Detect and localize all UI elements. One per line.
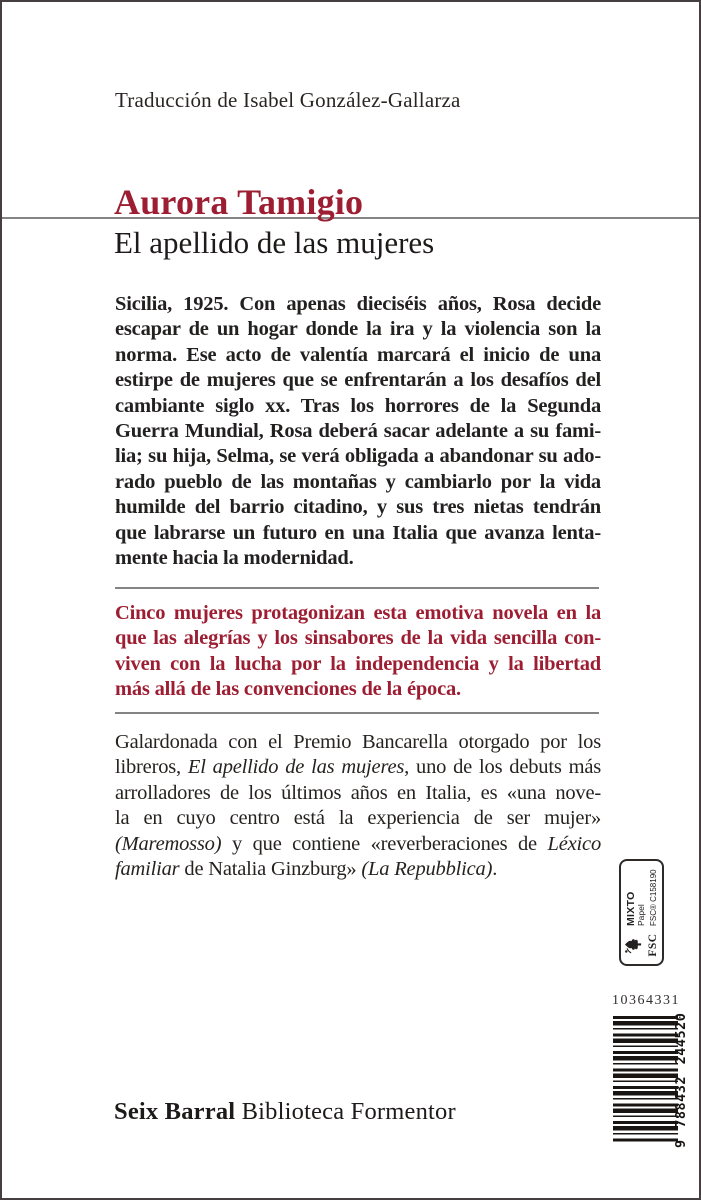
text-line: viven con la lucha por la independencia y la libertad bbox=[115, 652, 601, 675]
fsc-wordmark: FSC bbox=[646, 933, 659, 957]
fsc-type: MIXTO bbox=[624, 891, 637, 926]
text-line: arrolladores de los últimos años en Italia, es «una nove- bbox=[115, 781, 601, 804]
barcode-number: 9 788432 244520 bbox=[673, 1012, 689, 1148]
translator-credit: Traducción de Isabel González-Gallarza bbox=[115, 88, 461, 112]
fsc-material: Papel bbox=[635, 904, 646, 926]
text-line: mente hacia la modernidad. bbox=[115, 547, 354, 570]
fsc-certification-label bbox=[619, 859, 664, 966]
imprint-line bbox=[114, 1098, 456, 1126]
fsc-license: FSC® C158190 bbox=[648, 869, 658, 926]
highlight-paragraph bbox=[115, 601, 601, 703]
text-line: escapar de un hogar donde la ira y la violencia son la bbox=[115, 318, 601, 341]
text-line: que labrarse un futuro en una Italia que avanza lenta- bbox=[115, 521, 601, 544]
divider-rule-middle-bottom bbox=[115, 712, 599, 714]
text-line: Guerra Mundial, Rosa deberá sacar adelante a su fami- bbox=[115, 420, 601, 443]
text-line: Galardonada con el Premio Bancarella otorgado por los bbox=[115, 731, 601, 753]
text-line: más allá de las convenciones de la época. bbox=[115, 678, 461, 701]
imprint-publisher: Seix Barral bbox=[114, 1098, 236, 1125]
book-title: El apellido de las mujeres bbox=[114, 225, 435, 260]
fsc-label-box bbox=[619, 859, 664, 966]
text-line: (Maremosso) y que contiene «reverberaciones de Léxico bbox=[115, 832, 601, 855]
text-line: cambiante siglo xx. Tras los horrores de la Segunda bbox=[115, 394, 601, 417]
product-code: 10364331 bbox=[612, 993, 680, 1008]
praise-paragraph bbox=[115, 730, 601, 882]
text-line: libreros, El apellido de las mujeres, uno de los debuts más bbox=[115, 756, 601, 779]
fsc-logo bbox=[624, 931, 660, 959]
imprint-collection: Biblioteca Formentor bbox=[235, 1098, 456, 1125]
text-line: la en cuyo centro está la experiencia de ser mujer» bbox=[115, 807, 601, 830]
barcode-number-wrap bbox=[673, 1014, 693, 1148]
text-line: norma. Ese acto de valentía marcará el inicio de una bbox=[115, 343, 601, 366]
text-line: Sicilia, 1925. Con apenas dieciséis años, Rosa decide bbox=[115, 293, 601, 315]
text-line: rado pueblo de las montañas y cambiarlo por la vida bbox=[115, 470, 601, 493]
barcode-icon bbox=[613, 1016, 678, 1142]
text-line: familiar de Natalia Ginzburg» (La Repubblica). bbox=[115, 858, 498, 881]
text-line: estirpe de mujeres que se enfrentarán a los desafíos del bbox=[115, 369, 601, 392]
text-line: Cinco mujeres protagonizan esta emotiva novela en la bbox=[115, 602, 601, 624]
author-name: Aurora Tamigio bbox=[114, 182, 364, 222]
text-line: lia; su hija, Selma, se verá obligada a abandonar su ado- bbox=[115, 445, 601, 468]
fsc-tree-icon bbox=[624, 936, 648, 955]
text-line: humilde del barrio citadino, y sus tres nietas tendrán bbox=[115, 496, 601, 519]
fsc-label-text bbox=[625, 869, 659, 926]
divider-rule-middle-top bbox=[115, 587, 599, 589]
synopsis-paragraph bbox=[115, 292, 601, 571]
text-line: que las alegrías y los sinsabores de la vida sencilla con- bbox=[115, 627, 601, 650]
